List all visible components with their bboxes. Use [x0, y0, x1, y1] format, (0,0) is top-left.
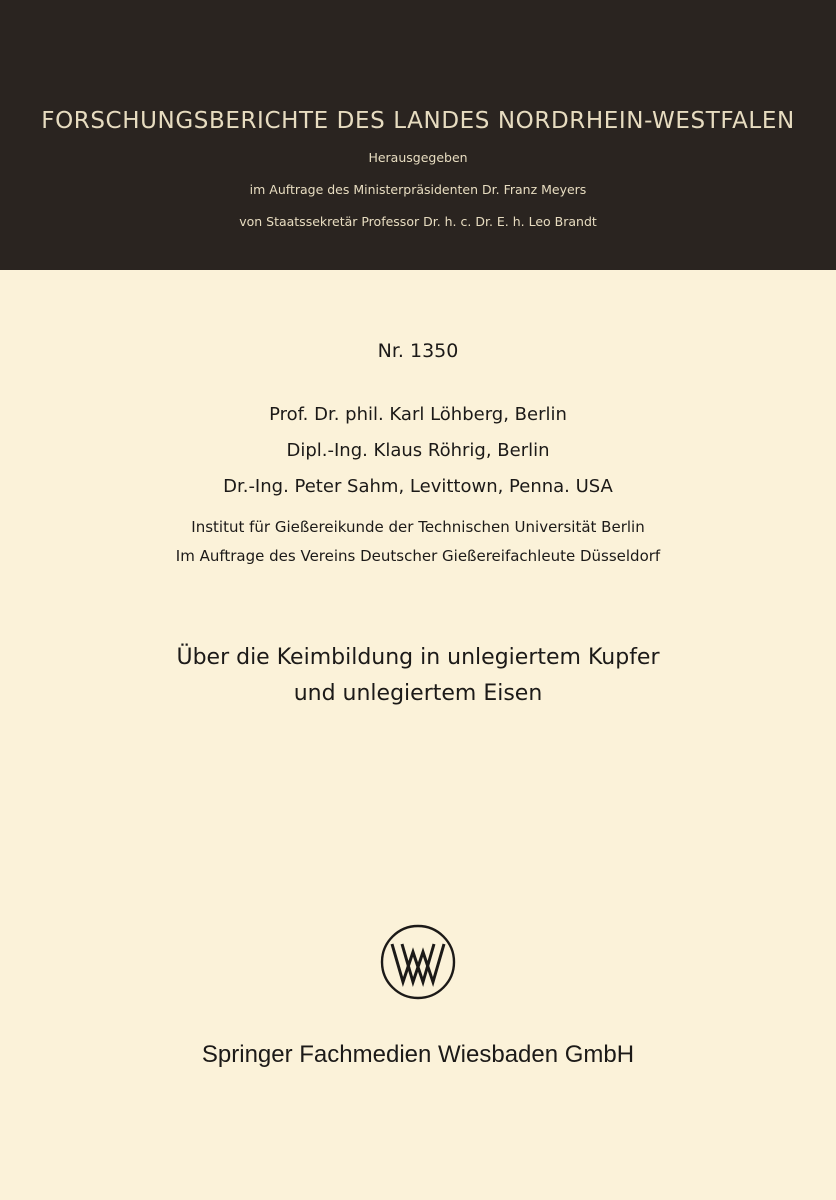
title-line-1: Über die Keimbildung in unlegiertem Kupfer	[176, 645, 660, 670]
ww-circle-logo-icon	[378, 922, 458, 1002]
editor-line: Herausgegeben	[368, 150, 468, 165]
author-2: Dipl.-Ing. Klaus Röhrig, Berlin	[286, 440, 550, 461]
report-number: Nr. 1350	[377, 340, 459, 362]
publisher-name: Springer Fachmedien Wiesbaden GmbH	[201, 1041, 635, 1068]
institution-line-1: Institut für Gießereikunde der Technischen Universität Berlin	[191, 518, 645, 536]
author-3: Dr.-Ing. Peter Sahm, Levittown, Penna. USA	[223, 476, 613, 497]
header-band	[0, 0, 836, 270]
institution-line-2: Im Auftrage des Vereins Deutscher Gießereifachleute Düsseldorf	[175, 547, 661, 565]
author-1: Prof. Dr. phil. Karl Löhberg, Berlin	[269, 404, 567, 425]
series-title: FORSCHUNGSBERICHTE DES LANDES NORDRHEIN-WESTFALEN	[41, 108, 795, 134]
secretary-line: von Staatssekretär Professor Dr. h. c. Dr. E. h. Leo Brandt	[239, 214, 597, 229]
title-line-2: und unlegiertem Eisen	[293, 681, 543, 706]
commission-line: im Auftrage des Ministerpräsidenten Dr. Franz Meyers	[249, 182, 587, 197]
